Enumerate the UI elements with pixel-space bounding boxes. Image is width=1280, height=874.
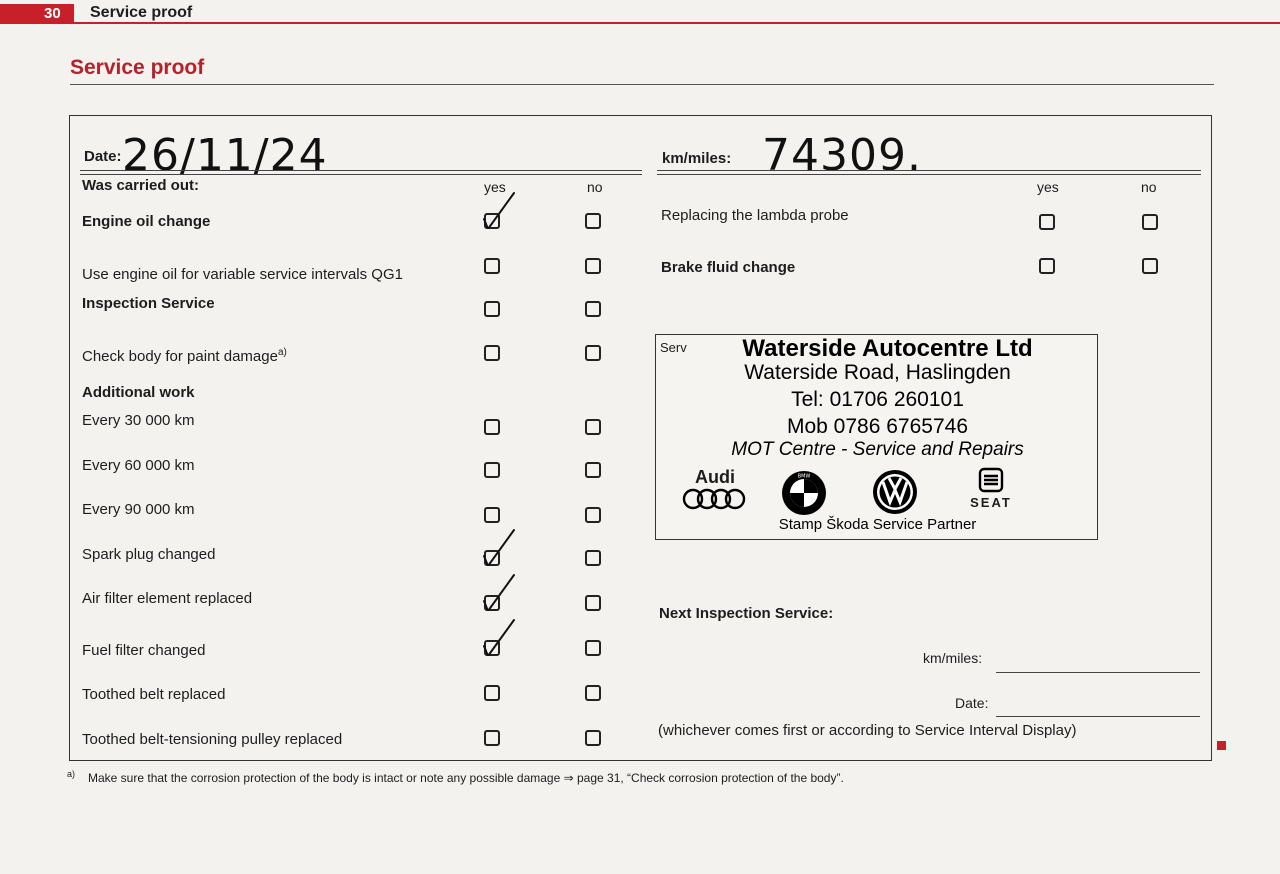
yes-checkbox[interactable] [484, 507, 500, 523]
yes-checkbox[interactable] [484, 419, 500, 435]
checklist-item-label [82, 295, 215, 313]
stamp-tel: Tel: 01706 260101 [791, 388, 964, 411]
seat-wordmark: SEAT [970, 495, 1012, 510]
no-checkbox[interactable] [1142, 258, 1158, 274]
footnote-reference: a) [277, 347, 287, 358]
checklist-item-label: Brake fluid change [661, 259, 796, 276]
end-marker [1217, 741, 1226, 750]
checklist-item-text: Air filter element replaced [82, 590, 253, 607]
stamp-business-name: Waterside Autocentre Ltd [742, 335, 1033, 362]
audi-rings-icon [680, 488, 750, 510]
no-checkbox[interactable] [585, 419, 601, 435]
stamp-tagline: MOT Centre - Service and Repairs [731, 439, 1024, 460]
yes-checkbox[interactable] [484, 345, 500, 361]
footnote-marker: a) [67, 769, 76, 779]
checklist-item-label [82, 213, 210, 231]
next-inspection-title: Next Inspection Service: [659, 605, 834, 622]
page-number: 30 [44, 5, 61, 22]
carried-out-label: Was carried out: [82, 177, 199, 194]
checklist-item-label: Replacing the lambda probe [661, 207, 849, 224]
handwritten-tick-icon [480, 571, 520, 611]
yes-checkbox[interactable] [1039, 214, 1055, 230]
checklist-item-label [82, 501, 195, 519]
yes-checkbox[interactable] [484, 685, 500, 701]
next-date-field[interactable] [996, 716, 1200, 717]
header-rule [0, 22, 1280, 24]
stamp-label-partial: Serv [660, 340, 687, 355]
running-title: Service proof [90, 4, 193, 21]
yes-checkbox[interactable] [484, 258, 500, 274]
yes-column-header: yes [484, 179, 506, 195]
section-title: Service proof [70, 56, 205, 79]
checklist-item-text: Toothed belt-tensioning pulley replaced [82, 731, 343, 748]
no-checkbox[interactable] [585, 301, 601, 317]
stamp-mob: Mob 0786 6765746 [787, 415, 968, 438]
checklist-item-label [82, 686, 225, 704]
seat-logo [956, 467, 1026, 510]
bmw-logo-text: BMW [797, 473, 811, 480]
stamp-address: Waterside Road, Haslingden [744, 361, 1011, 384]
stamp-caption: Stamp Škoda Service Partner [778, 516, 977, 533]
checklist-item-label [82, 642, 205, 660]
section-rule [70, 84, 1214, 85]
no-column-header-right: no [1141, 179, 1157, 195]
no-checkbox[interactable] [585, 462, 601, 478]
checklist-item-text: Every 30 000 km [82, 412, 195, 429]
checklist-item-label [82, 457, 195, 475]
no-checkbox[interactable] [585, 640, 601, 656]
checklist-item-text: Every 90 000 km [82, 501, 195, 518]
additional-work-heading: Additional work [82, 384, 195, 401]
page-number-tab [0, 4, 74, 23]
no-checkbox[interactable] [585, 730, 601, 746]
next-km-field[interactable] [996, 672, 1200, 673]
bmw-logo-icon [781, 470, 827, 516]
yes-checkbox[interactable] [484, 730, 500, 746]
checklist-item-text: Check body for paint damage [82, 348, 278, 365]
handwritten-tick-icon [480, 616, 520, 656]
checklist-item-text: Use engine oil for variable service intervals QG1 [82, 266, 403, 283]
yes-checkbox[interactable] [1039, 258, 1055, 274]
checklist-item-label [82, 590, 252, 608]
footnote-text: Make sure that the corrosion protection of the body is intact or note any possible damage ⇒ page 31, “Check corrosion protection of the body”. [88, 771, 844, 785]
checklist-item-label [82, 344, 287, 366]
checklist-item-text: Every 60 000 km [82, 457, 195, 474]
checklist-item-text: Spark plug changed [82, 546, 216, 563]
date-handwritten-value[interactable]: 26/11/24 [122, 130, 328, 181]
handwritten-tick-icon [480, 526, 520, 566]
checklist-item-label [82, 546, 215, 564]
no-checkbox[interactable] [585, 258, 601, 274]
no-checkbox[interactable] [1142, 214, 1158, 230]
seat-s-icon [978, 467, 1004, 493]
no-checkbox[interactable] [585, 595, 601, 611]
checklist-item-text: Toothed belt replaced [82, 686, 226, 703]
audi-wordmark: Audi [695, 467, 735, 487]
checklist-item-label [82, 412, 195, 430]
workshop-stamp-box [655, 334, 1098, 540]
yes-column-header-right: yes [1037, 179, 1059, 195]
vw-logo-icon [872, 469, 918, 515]
yes-checkbox[interactable] [484, 462, 500, 478]
no-checkbox[interactable] [585, 685, 601, 701]
no-checkbox[interactable] [585, 213, 601, 229]
km-handwritten-value[interactable]: 74309. [762, 130, 922, 181]
no-checkbox[interactable] [585, 507, 601, 523]
km-underline [657, 170, 1201, 175]
audi-logo [680, 467, 750, 515]
checklist-item-label [82, 266, 403, 284]
handwritten-tick-icon [480, 189, 520, 229]
next-inspection-note: (whichever comes first or according to Service Interval Display) [658, 722, 1077, 739]
next-date-label: Date: [955, 695, 989, 711]
checklist-item-text: Inspection Service [82, 295, 215, 312]
no-checkbox[interactable] [585, 550, 601, 566]
no-checkbox[interactable] [585, 345, 601, 361]
km-label: km/miles: [662, 150, 732, 167]
checklist-item-text: Fuel filter changed [82, 642, 206, 659]
date-label: Date: [84, 148, 122, 165]
vw-logo-text: VW [895, 514, 897, 515]
yes-checkbox[interactable] [484, 301, 500, 317]
no-column-header: no [587, 179, 603, 195]
checklist-item-label [82, 731, 342, 749]
checklist-item-text: Engine oil change [82, 213, 211, 230]
date-underline [80, 170, 642, 175]
next-km-label: km/miles: [923, 650, 983, 666]
